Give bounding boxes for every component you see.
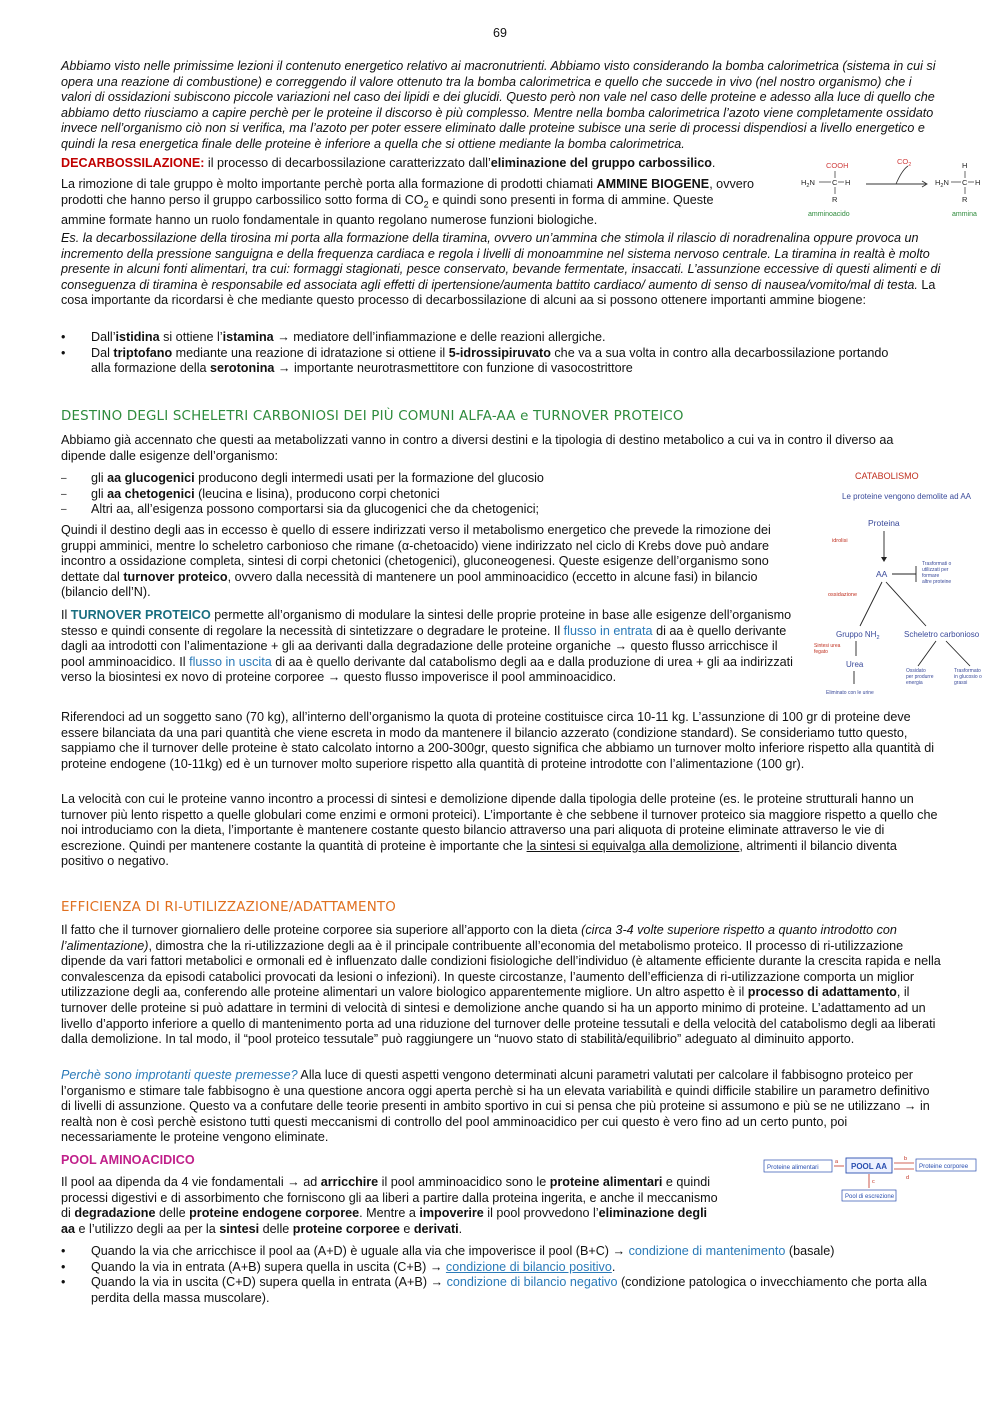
svg-text:ossidazione: ossidazione (828, 592, 858, 598)
svg-text:Proteina: Proteina (868, 518, 900, 528)
proteine-alimentari-label: Proteine alimentari (767, 1164, 819, 1171)
svg-text:idrolisi: idrolisi (832, 538, 848, 544)
pool-text-run: . Mentre a (359, 1206, 420, 1221)
svg-text:Gruppo NH2: Gruppo $NH_2$ (836, 630, 880, 641)
list-item: • Quando la via in uscita (C+D) supera quella in entrata (A+B) → condizione di bilancio negativo (condizione patologica o invecchiamento che porta alla perdita della massa muscolare). (61, 1275, 941, 1306)
destino-intro: Abbiamo già accennato che questi aa metabolizzati vanno in contro a diversi destini e la tipologia di destino metabolico a cui va in contro il diverso aa dipende dalle esigenze dell’organismo: (61, 433, 894, 463)
pool-text-run: proteine endogene corporee (189, 1206, 360, 1221)
svg-text:Trasformati outilizzati perfor: Trasformati o utilizzati per formare altre proteine (922, 561, 952, 585)
pool-text-run: proteine corporee (292, 1221, 400, 1236)
list-item: • Dall’istidina si ottiene l’istamina → mediatore dell’infiammazione e delle reazioni allergiche. (61, 330, 891, 346)
list-item: – Altri aa, all’esigenza possono comportarsi sia da glucogenici che da chetogenici; (61, 502, 781, 518)
pool-conditions-list (61, 1244, 941, 1306)
catabolismo-figure (808, 466, 990, 698)
tiramina-paragraph: Es. la decarbossilazione della tirosina mi porta alla formazione della tiramina, ovvero un’ammina che stimola il rilascio di noradrenalina oppure provoca un incremento della pressione sanguigna e della frequenza cardiaca e regola i livelli di monoammine nel sistema nervoso centrale. La tiramina in realtà è molto presente in alcuni fonti alimentari, tra cui: formaggi stagionati, pesce conservato, bevande fermentate, insaccati. L’assunzione eccessive di questi alimenti e di conseguenza di tiramina è responsabile ed associata agli effetti di ipertensione/aumenta battito cardiaco/ aumento di senso di nausea/vomito/mal di testa. La cosa importante da ricordarsi è che mediante questo processo di decarbossilazione di alcuni aa si possono ottenere importanti ammine biogene: (61, 231, 941, 308)
h2n-left-label: $H_2N$ (801, 178, 815, 189)
list-item: • Quando la via in entrata (A+B) supera quella in uscita (C+B) → condizione di bilancio positivo. (61, 1260, 941, 1276)
pool-text-run: delle (259, 1221, 293, 1236)
soggetto-sano-paragraph: Riferendoci ad un soggetto sano (70 kg), all’interno dell’organismo la quota di proteine costituisce circa 10-11 kg. L’assunzione di 100 gr di proteine deve essere bilanciata da una pari quantità che viene escreta in modo da mantenere il bilancio azzerato (condizione standard). Se consideriamo tutto questo, sappiamo che il turnover delle proteine è stato calcolato intorno a 200-300gr, questo significa che abbiamo un turnover molto inferiore rispetto alla quantità di proteine endogene (10-11kg) ed è un turnover molto superiore rispetto alla quantità di proteine introdotte con l’alimentazione (100 gr). (61, 710, 934, 771)
catabolismo-subtitle: Le proteine vengono demolite ad AA (842, 492, 971, 501)
svg-text:C: C (962, 178, 968, 187)
intro-paragraph: Abbiamo visto nelle primissime lezioni il contenuto energetico relativo ai macronutrienti. Abbiamo visto considerando la bomba calorimetrica (sistema in cui si opera una reazione di combustione) e correggendo il valore ottenuto tra la bomba calorimetrica e quello che succede in vivo (nel nostro organismo) che i valori di ossidazioni subiscono piccole variazioni nel caso dei lipidi e dei glucidi. Questo però non vale nel caso delle proteine e adesso alla luce di quello che abbiamo detto riusciamo a capire perchè per le proteine il discorso è più complesso. Mentre nella bomba calorimetrica l’azoto viene completamente ossidato invece nell’organismo ciò non si verifica, ma l’azoto per poter essere eliminato dalle proteine subisce una serie di processi dispendiosi a livello energetico e quindi la resa energetica finale delle proteine è inferiore a quella che si ottiene mediante la bomba calorimetrica. (61, 59, 936, 151)
destino-paragraph-1: Quindi il destino degli aas in eccesso è quello di essere indirizzati verso il metabolismo energetico che prevede la rimozione dei gruppi amminici, mentre lo scheletro carbonioso che rimane (α-chetoacido) viene indirizzato nel ciclo di Krebs dove può andare incontro a ossidazione completa, sintesi di corpi chetonici (chetogenici), gluconeogenesi. Queste esigenze dell’organismo sono dettate dal turnover proteico, ovvero dalla necessità di mantenere un pool amminoacidico (eccetto in alcune fasi) in bilancio (bilancio dell’N). (61, 523, 771, 600)
ammine-list (61, 330, 891, 377)
list-item: • Quando la via che arricchisce il pool aa (A+D) è uguale alla via che impoverisce il pool (B+C) → condizione di mantenimento (basale) (61, 1244, 941, 1260)
list-item: – gli aa glucogenici producono degli intermedi usati per la formazione del glucosio (61, 471, 781, 487)
pool-aa-figure (762, 1152, 978, 1204)
pool-escrezione-label: Pool di escrezione (845, 1194, 895, 1200)
decarb-paragraph: La rimozione di tale gruppo è molto importante perchè porta alla formazione di prodotti chiamati AMMINE BIOGENE, ovvero prodotti che hanno perso il gruppo carbossilico sotto forma di $CO_2$ e quindi sono presenti in forma di ammine. Queste ammine formate hanno un ruolo fondamentale in quanto regolano numerose funzioni biologiche. (61, 177, 754, 227)
pool-text-run: eliminazione degli aa (61, 1206, 708, 1236)
svg-text:Scheletro carbonioso: Scheletro carbonioso (904, 630, 980, 639)
h2n-right-label: $H_2N$ (935, 178, 949, 189)
decarb-definition: DECARBOSSILAZIONE: il processo di decarbossilazione caratterizzato dall’eliminazione del gruppo carbossilico. (61, 156, 716, 170)
svg-text:Ossidatoper produrreenergia: Ossidato per produrre energia (906, 668, 934, 686)
proteine-corporee-label: Proteine corporee (919, 1163, 969, 1170)
svg-text:C: C (832, 178, 838, 187)
pool-text-run: e quindi processi digestivi e di assorbimento che forniscono gli aa liberi a partire dalla proteina ingerita, e anche il meccanismo di (61, 1175, 718, 1221)
list-item: – gli aa chetogenici (leucina e lisina), producono corpi chetonici (61, 487, 781, 503)
pool-text-run: e (399, 1221, 414, 1236)
cooh-label: COOH (826, 161, 849, 170)
svg-text:R: R (832, 195, 838, 204)
svg-text:H: H (975, 178, 981, 187)
velocita-paragraph: La velocità con cui le proteine vanno incontro a processi di sintesi e demolizione dipende dalla tipologia delle proteine (es. le proteine strutturali hanno un turnover più lento rispetto a quelle globulari come enzimi e ormoni proteici). L’importante è che sebbene il turnover proteico sia maggiore rispetto a quello che noi introduciamo con la dieta, l’importante è mantenere costante questo bilancio attraverso una pari aliquota di proteine eliminate attraverso le vie di escrezione. Quindi per mantenere costante la quantità di proteine è importante che la sintesi si equivalga alla demolizione, altrimenti il bilancio diventa positivo o negativo. (61, 792, 938, 869)
svg-text:b: b (904, 1156, 908, 1162)
co2-label: $CO_2$ (897, 157, 912, 168)
decarb-title: DECARBOSSILAZIONE: (61, 156, 205, 170)
pool-text-run: delle (155, 1206, 190, 1221)
svg-text:H: H (962, 161, 968, 170)
turnover-paragraph: Il TURNOVER PROTEICO permette all’organismo di modulare la sintesi delle proprie proteine in base alle esigenze dell’organismo stesso e quindi consente di regolare la necessità di sintetizzare o degradare le proteine. Il flusso in entrata di aa è quello derivante dagli aa introdotti con l’alimentazione + gli aa derivanti dalla degradazione delle proteine organiche → questo flusso arricchisce il pool amminoacidico. Il flusso in uscita di aa è quello derivante dal catabolismo degli aa e dalla produzione di urea + gli aa indirizzati verso la biosintesi ex novo di proteine corporee → questo flusso impoverisce il pool amminoacidico. (61, 608, 793, 685)
premesse-paragraph: Perchè sono improtanti queste premesse? Alla luce di questi aspetti vengono determinati alcuni parametri valutati per calcolare il fabbisogno proteico per l’organismo e stimare tale fabbisogno è una questione ancora oggi aperta perchè si ha un elevata variabilità e quindi difficile stabilire un parametro definitivo di livelli di assunzione. Questo va a confutare delle teorie presenti in ambito sportivo in cui si pensa che più proteine si assumono e più se ne utilizzano → in realtà non è così perchè esistono tutti questi meccanismi di controllo del pool amminoacidico per cui questo è vero fino ad un certo punto, poi necessariamente le proteine vengono eliminate. (61, 1068, 930, 1145)
efficienza-heading: EFFICIENZA DI RI-UTILIZZAZIONE/ADATTAMENTO (61, 900, 397, 915)
svg-text:Sintesi ureafegato: Sintesi urea fegato (814, 643, 841, 655)
svg-text:R: R (962, 195, 968, 204)
pool-text-run: arricchire (320, 1175, 379, 1189)
svg-text:Urea: Urea (846, 660, 864, 669)
pool-aa-label: POOL AA (851, 1162, 888, 1171)
page-number: 69 (493, 26, 507, 40)
amminoacido-label: amminoacido (808, 211, 850, 218)
ammina-label: ammina (952, 211, 977, 218)
svg-text:AA: AA (876, 569, 888, 579)
svg-text:Trasformatoin glucosio ograssi: Trasformato in glucosio o grassi (954, 668, 982, 686)
pool-text-run: il pool provvedono l’ (483, 1206, 599, 1221)
pool-text-run: . (458, 1221, 463, 1236)
pool-heading: POOL AMINOACIDICO (61, 1153, 195, 1167)
svg-text:c: c (872, 1179, 875, 1185)
pool-text-run: Il pool aa dipenda da 4 vie fondamentali → ad (61, 1175, 321, 1189)
svg-text:a: a (835, 1159, 839, 1165)
aa-types-list (61, 471, 781, 518)
svg-text:H: H (845, 178, 851, 187)
pool-text-run: degradazione (74, 1206, 156, 1221)
efficienza-paragraph: Il fatto che il turnover giornaliero delle proteine corporee sia superiore all’apporto con la dieta (circa 3-4 volte superiore rispetto a quanto introdotto con l’alimentazione), dimostra che la ri-utilizzazione degli aa è il principale contribuente all’economia del metabolismo proteico. Il processo di ri-utilizzazione dipende da vari fattori metabolici e ormonali ed è influenzato dalle condizioni fisiologiche dell’individuo (è altamente efficiente durante la crescita rapida e nella convalescenza da episodi catabolici provocati da lesioni o infezioni). In queste circostanze, l’aumento dell’efficienza di ri-utilizzazione comporta un miglior utilizzazione degli aa, conferendo alle proteine alimentari un valore biologico apparentemente migliore. Un altro aspetto è il processo di adattamento, il turnover delle proteine si può adattare in termini di velocità di sintesi e demolizione anche quando si ha un apporto minimo di proteine. L’adattamento ad un livello d’apporto inferiore a quello di mantenimento porta ad una riduzione del turnover delle proteine tessutali e della velocità del catabolismo degli aa liberati dalla demolizione. In tal modo, il “pool proteico tessutale” può raggiungere un “nuovo stato di stabilità/equilibrio” adeguato al diminuito apporto. (61, 923, 941, 1047)
svg-text:Eliminato con le urine: Eliminato con le urine (826, 690, 874, 696)
svg-text:d: d (906, 1175, 910, 1181)
pool-text-run: il pool amminoacidico sono le (378, 1175, 550, 1189)
pool-text-run: impoverire (419, 1206, 484, 1221)
pool-text-run: sintesi (219, 1221, 260, 1236)
catabolismo-title: CATABOLISMO (855, 471, 919, 481)
decarboxylation-reaction-figure (798, 156, 988, 222)
pool-text-run: e l’utilizzo degli aa per la (75, 1221, 220, 1236)
destino-heading: DESTINO DEGLI SCHELETRI CARBONIOSI DEI PIÙ COMUNI ALFA-AA e TURNOVER PROTEICO (61, 409, 684, 424)
pool-text-run: derivati (413, 1221, 459, 1236)
list-item: • Dal triptofano mediante una reazione di idratazione si ottiene il 5-idrossipiruvato che va a sua volta in contro alla decarbossilazione portando alla formazione della serotonina → importante neurotrasmettitore con funzione di vasocostrittore (61, 346, 891, 377)
pool-text-run: proteine alimentari (549, 1175, 663, 1189)
